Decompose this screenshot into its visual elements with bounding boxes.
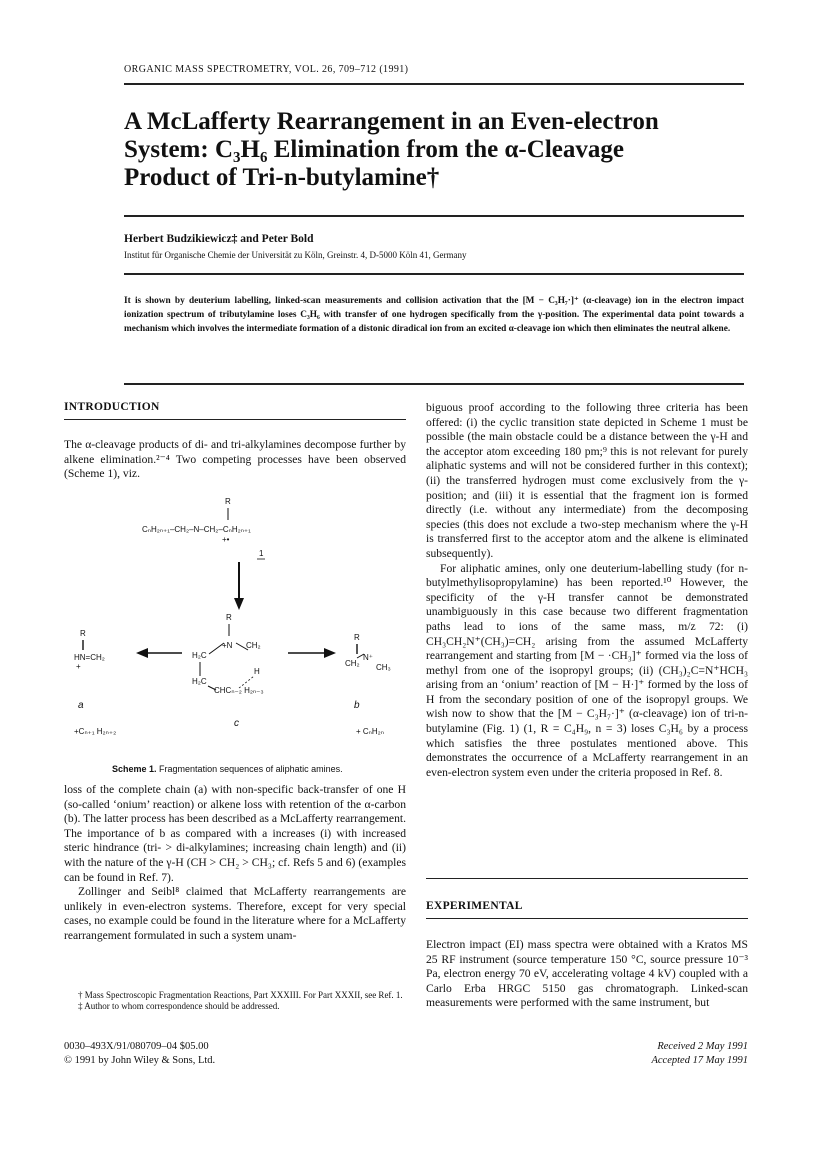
svg-text:N⁺: N⁺ xyxy=(363,653,373,662)
footer-code: 0030–493X/91/080709–04 $05.00 xyxy=(64,1041,209,1052)
intro-p2: loss of the complete chain (a) with non-specific back-transfer of one H (so-called ‘onium’ reaction) or alkene loss with retention of the α-carbon (b). The latter process has been described as a McLafferty rearrangement. The importance of b as compared with a increases (i) with increased steric hindrance (tri- > di-alkylamines; increasing chain length) and (ii) with the nature of the γ-H (CH > CH₂ > CH₃; cf. Refs 5 and 6) (examples can be found in Ref. 7). xyxy=(64,783,406,884)
svg-text:R: R xyxy=(354,633,360,642)
introduction-paragraph-1 xyxy=(64,438,406,482)
received-date: Received 2 May 1991 xyxy=(657,1041,748,1052)
article-title xyxy=(124,108,744,192)
intro-p1: The α-cleavage products of di- and tri-alkylamines decompose further by alkene elimination.²⁻⁴ Two competing processes have been observed (Scheme 1), viz. xyxy=(64,438,406,481)
experimental-p1: Electron impact (EI) mass spectra were obtained with a Kratos MS 25 RF instrument (source temperature 150 °C, source pressure 10⁻³ Pa, electron energy 70 eV, accelerating voltage 4 kV) coupled with a Carlo Erba HRGC 5150 gas chromatograph. Linked-scan measurements were performed with the same instrument, but xyxy=(426,938,748,1010)
scheme-arrow-right xyxy=(324,648,336,658)
svg-text:H₂C: H₂C xyxy=(192,677,207,686)
experimental-paragraph xyxy=(426,938,748,1011)
scheme-caption xyxy=(112,764,343,774)
scheme-product-a-formula: HN=CH₂ xyxy=(74,653,105,662)
experimental-top-rule xyxy=(426,878,748,879)
svg-text:CH₂: CH₂ xyxy=(345,659,360,668)
scheme-caption-label: Scheme 1. xyxy=(112,764,157,774)
authors-rule xyxy=(124,273,744,275)
svg-text:CH₃: CH₃ xyxy=(376,663,391,672)
footnote-2: ‡ Author to whom correspondence should be addressed. xyxy=(78,1001,280,1011)
svg-text:+N: +N xyxy=(222,641,233,650)
svg-text:H₂C: H₂C xyxy=(192,651,207,660)
received-dates xyxy=(426,1040,748,1068)
scheme-arrow-down xyxy=(234,598,244,610)
svg-text:CHCₙ₋₂ H₂ₙ₋₃: CHCₙ₋₂ H₂ₙ₋₃ xyxy=(214,686,264,695)
author-affiliation: Institut für Organische Chemie der Universität zu Köln, Greinstr. 4, D-5000 Köln 41, Germany xyxy=(124,250,467,260)
scheme-1-figure xyxy=(64,488,414,768)
scheme-label-b: b xyxy=(354,700,360,711)
author-names: Herbert Budzikiewicz‡ and Peter Bold xyxy=(124,233,314,245)
experimental-heading-rule xyxy=(426,918,748,919)
scheme-caption-text: Fragmentation sequences of aliphatic amines. xyxy=(159,764,343,774)
right-column-text xyxy=(426,401,748,780)
experimental-heading: EXPERIMENTAL xyxy=(426,900,523,912)
scheme-neutral-b: + CₙH₂ₙ xyxy=(356,727,384,736)
scheme-neutral-a: +Cₙ₊₁ H₂ₙ₊₂ xyxy=(74,727,117,736)
scheme-label-c: c xyxy=(234,718,239,729)
intro-p3: Zollinger and Seibl⁸ claimed that McLafferty rearrangements are unlikely in even-electron systems. Therefore, except for very special cases, no example could be found in the literature where for a McLafferty rearrangement formulated in such a system unam- xyxy=(64,885,406,942)
accepted-date: Accepted 17 May 1991 xyxy=(651,1055,748,1066)
footnotes xyxy=(64,990,406,1012)
scheme-arrow-left xyxy=(136,648,148,658)
scheme-compound-1-formula: CₙH₂ₙ₊₁–CH₂–N–CH₂–CₙH₂ₙ₊₁ xyxy=(142,525,251,534)
intro-right-p1: biguous proof according to the following three criteria has been offered: (i) the cyclic transition state depicted in Scheme 1 must be possible (the main obstacle could be a distance between the γ-H and the acceptor atom exceeding 180 pm;⁹ this is not relevant for purely aliphatic systems and will not be considered further in this context); (ii) the transferred hydrogen must come exclusively from the γ-position; and (iii) it is essential that the fragment ion is formed directly (i.e. without any intermediate) from the decomposing species (this does not exclude a two-step mechanism where the γ-H is transferred first to the acceptor atom and the alkene is eliminated subsequently). xyxy=(426,401,748,560)
title-rule xyxy=(124,215,744,217)
title-line-2: System: C₃H₆ Elimination from the α-Cleavage xyxy=(124,136,624,163)
footer-copyright: © 1991 by John Wiley & Sons, Ltd. xyxy=(64,1055,216,1066)
svg-text:+: + xyxy=(76,662,81,671)
svg-text:R: R xyxy=(226,613,232,622)
scheme-r-top: R xyxy=(225,497,231,506)
svg-text:H: H xyxy=(254,667,260,676)
svg-text:+•: +• xyxy=(222,535,230,544)
footnote-1: † Mass Spectroscopic Fragmentation Reactions, Part XXXIII. For Part XXXII, see Ref. 1. xyxy=(78,990,403,1000)
svg-text:R: R xyxy=(80,629,86,638)
journal-header: ORGANIC MASS SPECTROMETRY, VOL. 26, 709–712 (1991) xyxy=(124,64,409,75)
abstract-rule xyxy=(124,383,744,385)
introduction-heading-rule xyxy=(64,419,406,420)
intro-right-p2: For aliphatic amines, only one deuterium-labelling study (for n-butylmethylisopropylamine) has been reported.¹⁰ However, the specificity of the γ-H transfer cannot be demonstrated unambiguously in this case because two different fragmentation paths lead to ions of the same mass, m/z 72: (i) CH₃CH₂N⁺(CH₃)=CH₂ arising from the assumed McLafferty rearrangement and starting from [M − ·CH₃]⁺ formed via the loss of methyl from one of the isopropyl groups; (ii) (CH₃)₂C=N⁺HCH₃ arising from an ‘onium’ reaction of [M − H·]⁺ formed by the loss of H from the secondary position of one of the isopropyl groups. We wish now to show that the [M − C₃H₇·]⁺ (α-cleavage) ion of tri-n-butylamine (Fig. 1) (1, R = C₄H₉, n = 3) loses C₃H₆ by a process which satisfies the three postulates mentioned above. This demonstrates the occurrence of a McLafferty rearrangement in an even-electron system even under the criteria proposed in Ref. 8. xyxy=(426,561,748,779)
svg-text:CH₂: CH₂ xyxy=(246,641,261,650)
abstract: It is shown by deuterium labelling, linked-scan measurements and collision activation that the [M − C₃H₇·]⁺ (α-cleavage) ion in the electron impact ionization spectrum of tributylamine loses C₃H₆ with transfer of one hydrogen specifically from the γ-position. The experimental data point towards a mechanism which involves the intermediate formation of a distonic diradical ion from an excited α-cleavage ion which then eliminates the neutral alkene. xyxy=(124,296,744,334)
scheme-label-a: a xyxy=(78,700,84,711)
footer-left xyxy=(64,1040,215,1068)
title-line-3: Product of Tri-n-butylamine† xyxy=(124,164,440,191)
introduction-paragraph-2 xyxy=(64,783,406,944)
scheme-compound-number: 1 xyxy=(259,549,264,558)
title-line-1: A McLafferty Rearrangement in an Even-electron xyxy=(124,108,659,135)
introduction-heading: INTRODUCTION xyxy=(64,401,160,413)
header-rule xyxy=(124,83,744,85)
